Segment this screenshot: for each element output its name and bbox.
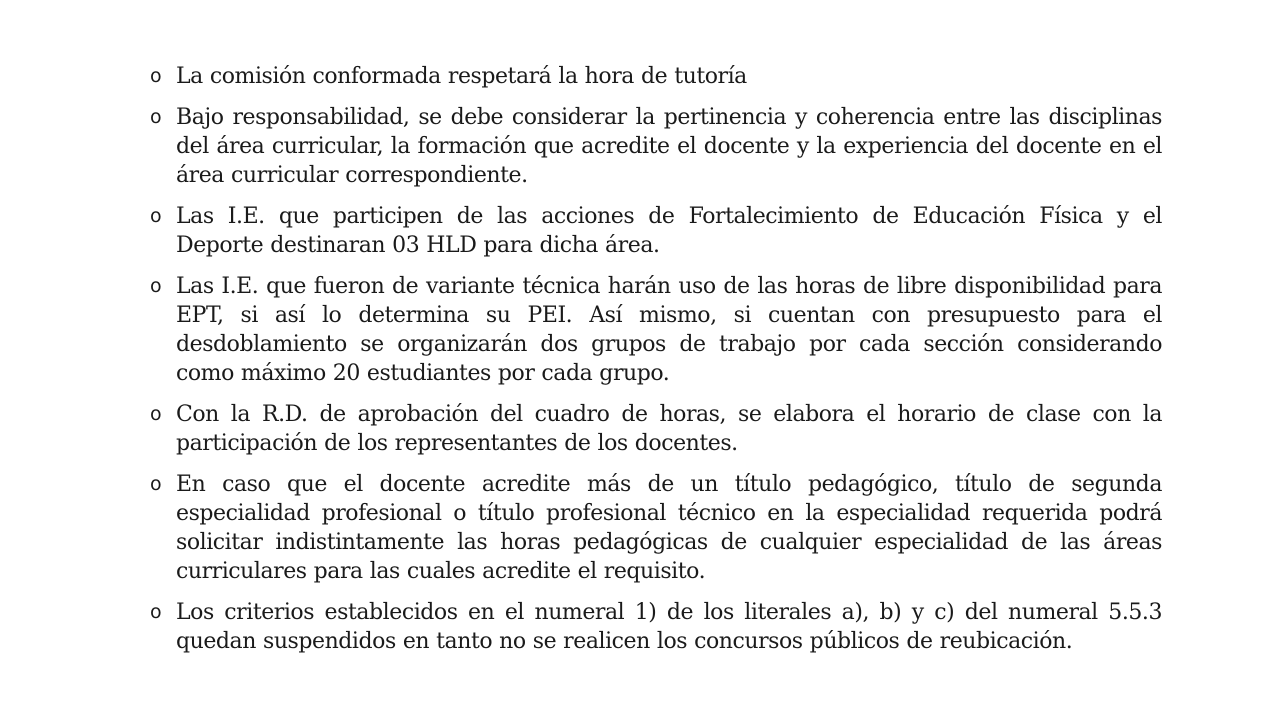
bullet-marker: o [150,275,162,297]
bullet-item-1 [150,62,1162,91]
bullet-marker: o [150,205,162,227]
bullet-marker: o [150,473,162,495]
bullet-marker: o [150,403,162,425]
bullet-item-7 [150,598,1162,656]
bullet-marker: o [150,106,162,128]
bullet-item-3 [150,202,1162,260]
bullet-list [150,62,1162,668]
bullet-text: Bajo responsabilidad, se debe considerar la pertinencia y coherencia entre las disciplinas del área curricular, la formación que acredite el docente y la experiencia del docente en el área curricular correspondiente. [176,105,1162,188]
bullet-item-6 [150,470,1162,586]
bullet-item-2 [150,103,1162,190]
bullet-text: Los criterios establecidos en el numeral 1) de los literales a), b) y c) del numeral 5.5.3 quedan suspendidos en tanto no se realicen los concursos públicos de reubicación. [176,600,1162,654]
bullet-text: Con la R.D. de aprobación del cuadro de horas, se elabora el horario de clase con la participación de los representantes de los docentes. [176,402,1162,456]
bullet-marker: o [150,65,162,87]
bullet-text: La comisión conformada respetará la hora de tutoría [176,64,747,89]
bullet-text: En caso que el docente acredite más de un título pedagógico, título de segunda especialidad profesional o título profesional técnico en la especialidad requerida podrá solicitar indistintamente las horas pedagógicas de cualquier especialidad de las áreas curriculares para las cuales acredite el requisito. [176,472,1162,584]
bullet-text: Las I.E. que participen de las acciones de Fortalecimiento de Educación Física y el Deporte destinaran 03 HLD para dicha área. [176,204,1162,258]
bullet-marker: o [150,601,162,623]
bullet-item-4 [150,272,1162,388]
bullet-item-5 [150,400,1162,458]
bullet-text: Las I.E. que fueron de variante técnica harán uso de las horas de libre disponibilidad para EPT, si así lo determina su PEI. Así mismo, si cuentan con presupuesto para el desdoblamiento se organizarán dos grupos de trabajo por cada sección considerando como máximo 20 estudiantes por cada grupo. [176,274,1162,386]
